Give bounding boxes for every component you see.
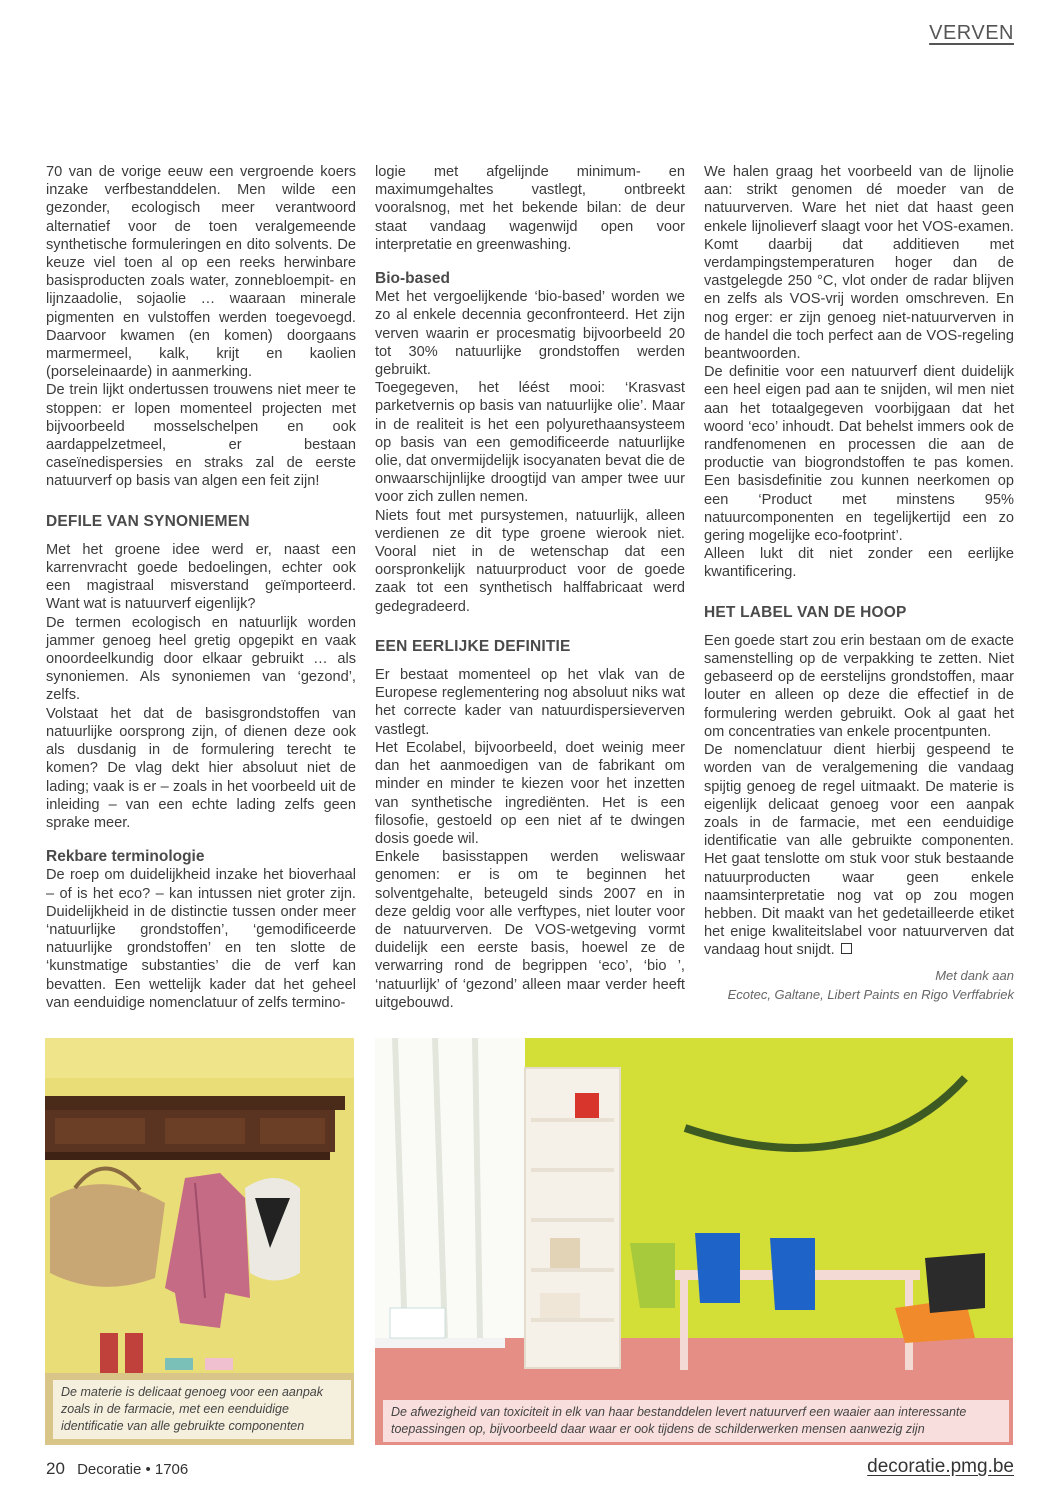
paragraph: De roep om duidelijkheid inzake het bioverhaal – of is het eco? – kan intussen niet groter zijn. Duidelijkheid in de distinctie tussen onder meer ‘natuurlijke grondstoffen’, ‘gemodificeerde natuurlijke grondstoffen’ en ten slotte de ‘kunstmatige substanties’ die de verf kan bevatten. Een wettelijk kader dat het geheel van eenduidige nomenclatuur of zelfs termino- bbox=[46, 867, 356, 1011]
article-column-1 bbox=[46, 163, 356, 1012]
paragraph: Alleen lukt dit niet zonder een eerlijke kwantificering. bbox=[704, 546, 1014, 581]
acknowledgement bbox=[704, 966, 1014, 1004]
section-heading: DEFILE VAN SYNONIEMEN bbox=[46, 512, 250, 530]
paragraph: Met het vergoelijkende ‘bio-based’ worden we zo al enkele decennia geconfronteerd. Het zijn verven waarin er procesmatig bijvoorbeeld 20 tot 30% natuurlijke grondstoffen werden gebruikt. bbox=[375, 289, 685, 379]
room-illustration bbox=[375, 1038, 1013, 1445]
article-column-2 bbox=[375, 163, 685, 1012]
paragraph: 70 van de vorige eeuw een vergroende koers inzake verfbestanddelen. Men wilde een gezonder, ecologisch meer verantwoord alternatief voor de toen veralgemeende synthetische formuleringen en dito solvents. De keuze viel toen al op een reeks herwinbare basisproducten zoals water, zonnebloempit- en lijnzaadolie, sojaolie … waaraan minerale pigmenten en vulstoffen werden toegevoegd. Daarvoor kwamen (en komen) doorgaans marmermeel, kalk, krijt en kaolien (porseleinaarde) in aanmerking. bbox=[46, 164, 356, 381]
page-number: 20 bbox=[46, 1459, 65, 1478]
paragraph: Volstaat het dat de basisgrondstoffen van natuurlijke oorsprong zijn, of dienen deze ook als dusdanig in de formulering terecht te komen? De vlag dekt hier absoluut niet de lading; vaak is er – zoals in het voorbeeld uit de inleiding – van een echte lading zelfs geen sprake meer. bbox=[46, 705, 356, 831]
paragraph: De termen ecologisch en natuurlijk worden jammer genoeg heel gretig opgepikt en vaak onoordeelkundig door elkaar gebruikt … als synoniemen. Als synoniemen van ‘gezond’, zelfs. bbox=[46, 614, 356, 704]
website-link[interactable]: decoratie.pmg.be bbox=[867, 1456, 1014, 1477]
paragraph: Het Ecolabel, bijvoorbeeld, doet weinig meer dan het aanmoedigen van de fabrikant om minder en minder te kiezen voor het inzetten van synthetische ingrediënten. Het is een filosofie, gestoeld op een niet af te dwingen dosis goede wil. bbox=[375, 739, 685, 847]
section-heading: EEN EERLIJKE DEFINITIE bbox=[375, 637, 571, 655]
paragraph: De definitie voor een natuurverf dient duidelijk een heel eigen pad aan te snijden, wil men niet aan het totaalgegeven voorbijgaan dat het woord ‘eco’ inhoudt. Dat behelst immers ook de randfenomenen en processen die aan de productie van biogrondstoffen te pas komen. Een basisdefinitie zou kunnen neerkomen op een ‘Product met minstens 95% natuurcomponenten en tegelijkertijd een zo gering mogelijke eco-footprint’. bbox=[704, 364, 1014, 545]
paragraph: Een goede start zou erin bestaan om de exacte samenstelling op de verpakking te zetten. Niet gebaseerd op de eerstelijns grondstoffen, maar louter en alleen op deze die effectief in de formulering werden gebruikt. Ook al gaat het om concentraties van enkele procentpunten. bbox=[704, 632, 1014, 740]
footer-issue bbox=[46, 1459, 188, 1479]
article-column-3 bbox=[704, 163, 1014, 1004]
acknowledgement-intro: Met dank aan bbox=[935, 967, 1014, 983]
photo-coat-rack bbox=[45, 1038, 354, 1445]
photo-caption: De afwezigheid van toxiciteit in elk van haar bestanddelen levert natuurverf een waaier aan interessante toepassingen op, bijvoorbeeld daar waar er ook tijdens de schilderwerken mensen aanwezig zijn bbox=[383, 1400, 1009, 1442]
paragraph: Niets fout met pursystemen, natuurlijk, alleen verdienen ze dit type groene wierook niet. Vooral niet in de wetenschap dat een oorspronkelijk natuurproduct voor de goede zaak tot een synthetisch halffabricaat werd gedegradeerd. bbox=[375, 507, 685, 615]
subheading: Bio-based bbox=[375, 270, 450, 288]
section-heading: HET LABEL VAN DE HOOP bbox=[704, 603, 907, 621]
magazine-issue: Decoratie • 1706 bbox=[77, 1461, 189, 1478]
paragraph: Enkele basisstappen werden weliswaar genomen: er is om te beginnen het solventgehalte, beteugeld sinds 2007 en in deze geldig voor alle verftypes, niet louter voor de natuurverven. De VOS-wetgeving vormt duidelijk een eerste basis, hoewel ze de verwarring rond de begrippen ‘eco’, ‘bio ’, ‘natuurlijk’ of ‘gezond’ alleen maar verder heeft uitgebouwd. bbox=[375, 849, 685, 1011]
subheading: Rekbare terminologie bbox=[46, 848, 205, 866]
paragraph: Toegegeven, het léést mooi: ‘Krasvast parketvernis op basis van natuurlijke olie’. Maar in de realiteit is het een polyurethaansysteem op basis van een gemodificeerde natuurlijke olie, dat onvermijdelijk isocyanaten bevat die de onwaarschijnlijke droogtijd van amper twee uur voor zich zullen nemen. bbox=[375, 380, 685, 506]
paragraph: logie met afgelijnde minimum- en maximumgehaltes vastlegt, ontbreekt vooralsnog, met het bekende bilan: de deur staat vandaag wagenwijd open voor interpretatie en greenwashing. bbox=[375, 164, 685, 253]
paragraph: We halen graag het voorbeeld van de lijnolie aan: strikt genomen dé moeder van de natuurverven. Ware het niet dat haast geen enkele lijnolieverf slaagt voor het VOS-examen. Komt daarbij dat additieven met verdampingstemperaturen hoger dan de vastgelegde 250 °C, vlot onder de radar blijven en zelfs als VOS-vrij worden omschreven. En nog erger: er zijn genoeg niet-natuurverven in de handel die toch perfect aan de VOS-regeling beantwoorden. bbox=[704, 164, 1014, 363]
photo-caption: De materie is delicaat genoeg voor een aanpak zoals in de farmacie, met een eenduidige identificatie van alle gebruikte componenten bbox=[53, 1380, 351, 1439]
end-mark-icon bbox=[841, 943, 852, 954]
photo-childrens-room bbox=[375, 1038, 1013, 1445]
paragraph: Er bestaat momenteel op het vlak van de Europese reglementering nog absoluut niks wat het correcte kader van natuurdispersieverven vastlegt. bbox=[375, 667, 685, 738]
section-tag: VERVEN bbox=[929, 22, 1014, 44]
paragraph-text: De nomenclatuur dient hierbij gespeend te worden van de veralgemening die vandaag spijtig genoeg de regel uitmaakt. De materie is eigenlijk delicaat genoeg voor een aanpak zoals in de farmacie, met een eenduidige identificatie van alle gebruikte componenten. Het gaat tenslotte om stuk voor stuk bestaande natuurproducten waar geen enkele naamsinterpretatie nog vat op zou mogen hebben. Dit maakt van het gedetailleerde etiket het enige kwaliteitslabel voor natuurverven dat vandaag hout snijdt. bbox=[704, 742, 1014, 959]
paragraph: Met het groene idee werd er, naast een karrenvracht goede bedoelingen, echter ook een magistraal misverstand geïmporteerd. Want wat is natuurverf eigenlijk? bbox=[46, 541, 356, 613]
acknowledgement-names: Ecotec, Galtane, Libert Paints en Rigo Verffabriek bbox=[727, 986, 1014, 1002]
paragraph bbox=[704, 741, 1014, 959]
paragraph: De trein lijkt ondertussen trouwens niet meer te stoppen: er lopen momenteel projecten met bijvoorbeeld mosselschelpen en ook aardappelzetmeel, er bestaan caseïnedispersies en straks zal de eerste natuurverf op basis van algen een feit zijn! bbox=[46, 382, 356, 490]
